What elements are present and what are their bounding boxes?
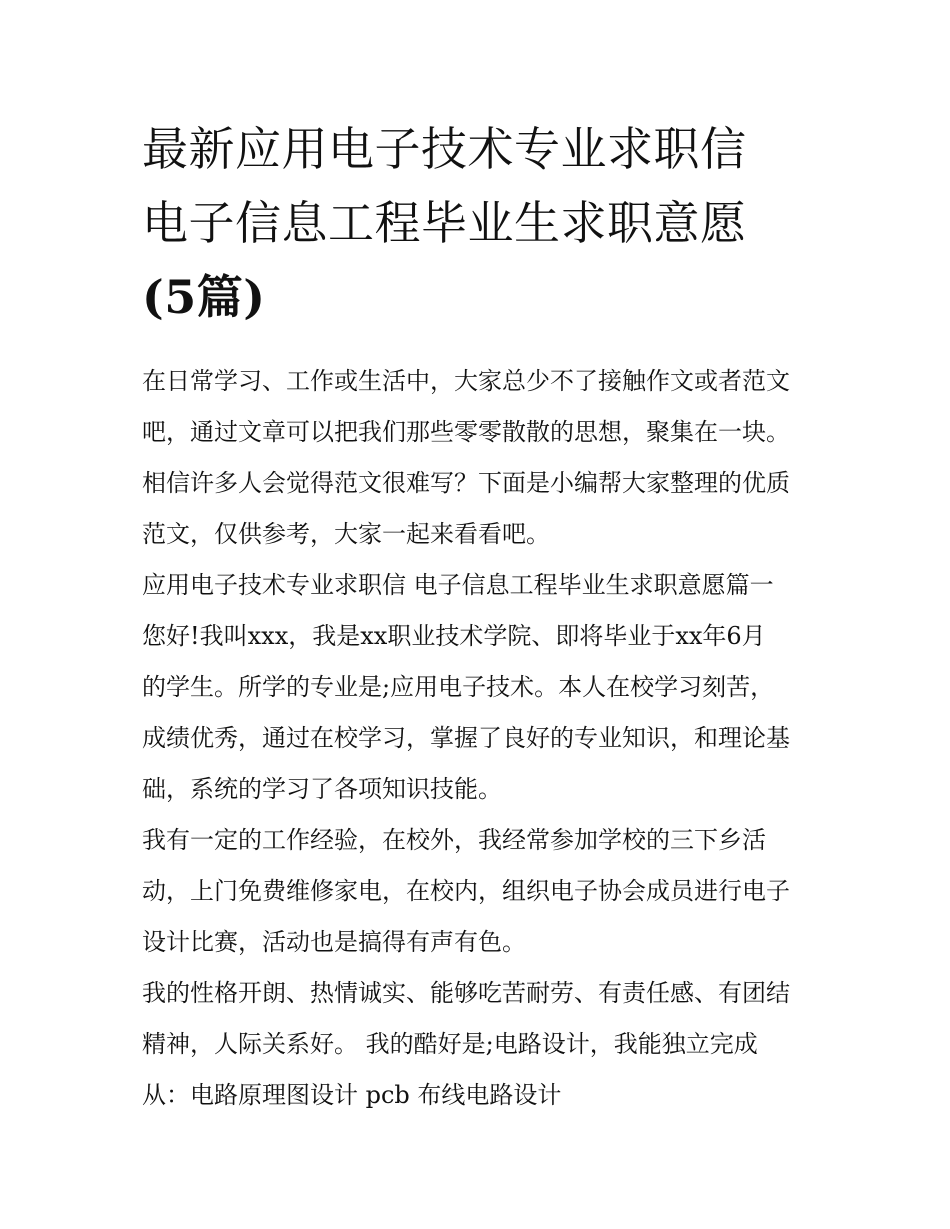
body-line: 从：电路原理图设计 pcb 布线电路设计 bbox=[142, 1081, 562, 1109]
document-title bbox=[142, 112, 822, 334]
body-line: 吧，通过文章可以把我们那些零零散散的思想，聚集在一块。 bbox=[142, 418, 790, 446]
body-line: 精神，人际关系好。 我的酷好是;电路设计，我能独立完成 bbox=[142, 1030, 758, 1058]
body-line: 您好!我叫xxx，我是xx职业技术学院、即将毕业于xx年6月 bbox=[142, 622, 766, 650]
body-line: 成绩优秀，通过在校学习，掌握了良好的专业知识，和理论基 bbox=[142, 724, 790, 752]
title-line: 最新应用电子技术专业求职信 bbox=[142, 122, 747, 176]
body-line: 在日常学习、工作或生活中，大家总少不了接触作文或者范文 bbox=[142, 367, 790, 395]
body-line: 设计比赛，活动也是搞得有声有色。 bbox=[142, 928, 526, 956]
body-line: 的学生。所学的专业是;应用电子技术。本人在校学习刻苦， bbox=[142, 673, 775, 701]
body-line: 础，系统的学习了各项知识技能。 bbox=[142, 775, 502, 803]
title-line: (5篇) bbox=[142, 270, 266, 324]
body-line: 我的性格开朗、热情诚实、能够吃苦耐劳、有责任感、有团结 bbox=[142, 979, 790, 1007]
body-line: 应用电子技术专业求职信 电子信息工程毕业生求职意愿篇一 bbox=[142, 571, 774, 599]
body-line: 我有一定的工作经验，在校外，我经常参加学校的三下乡活 bbox=[142, 826, 766, 854]
body-line: 范文，仅供参考，大家一起来看看吧。 bbox=[142, 520, 550, 548]
body-line: 动，上门免费维修家电，在校内，组织电子协会成员进行电子 bbox=[142, 877, 790, 905]
document-body bbox=[142, 356, 822, 1121]
body-line: 相信许多人会觉得范文很难写？下面是小编帮大家整理的优质 bbox=[142, 469, 790, 497]
title-line: 电子信息工程毕业生求职意愿 bbox=[142, 196, 747, 250]
